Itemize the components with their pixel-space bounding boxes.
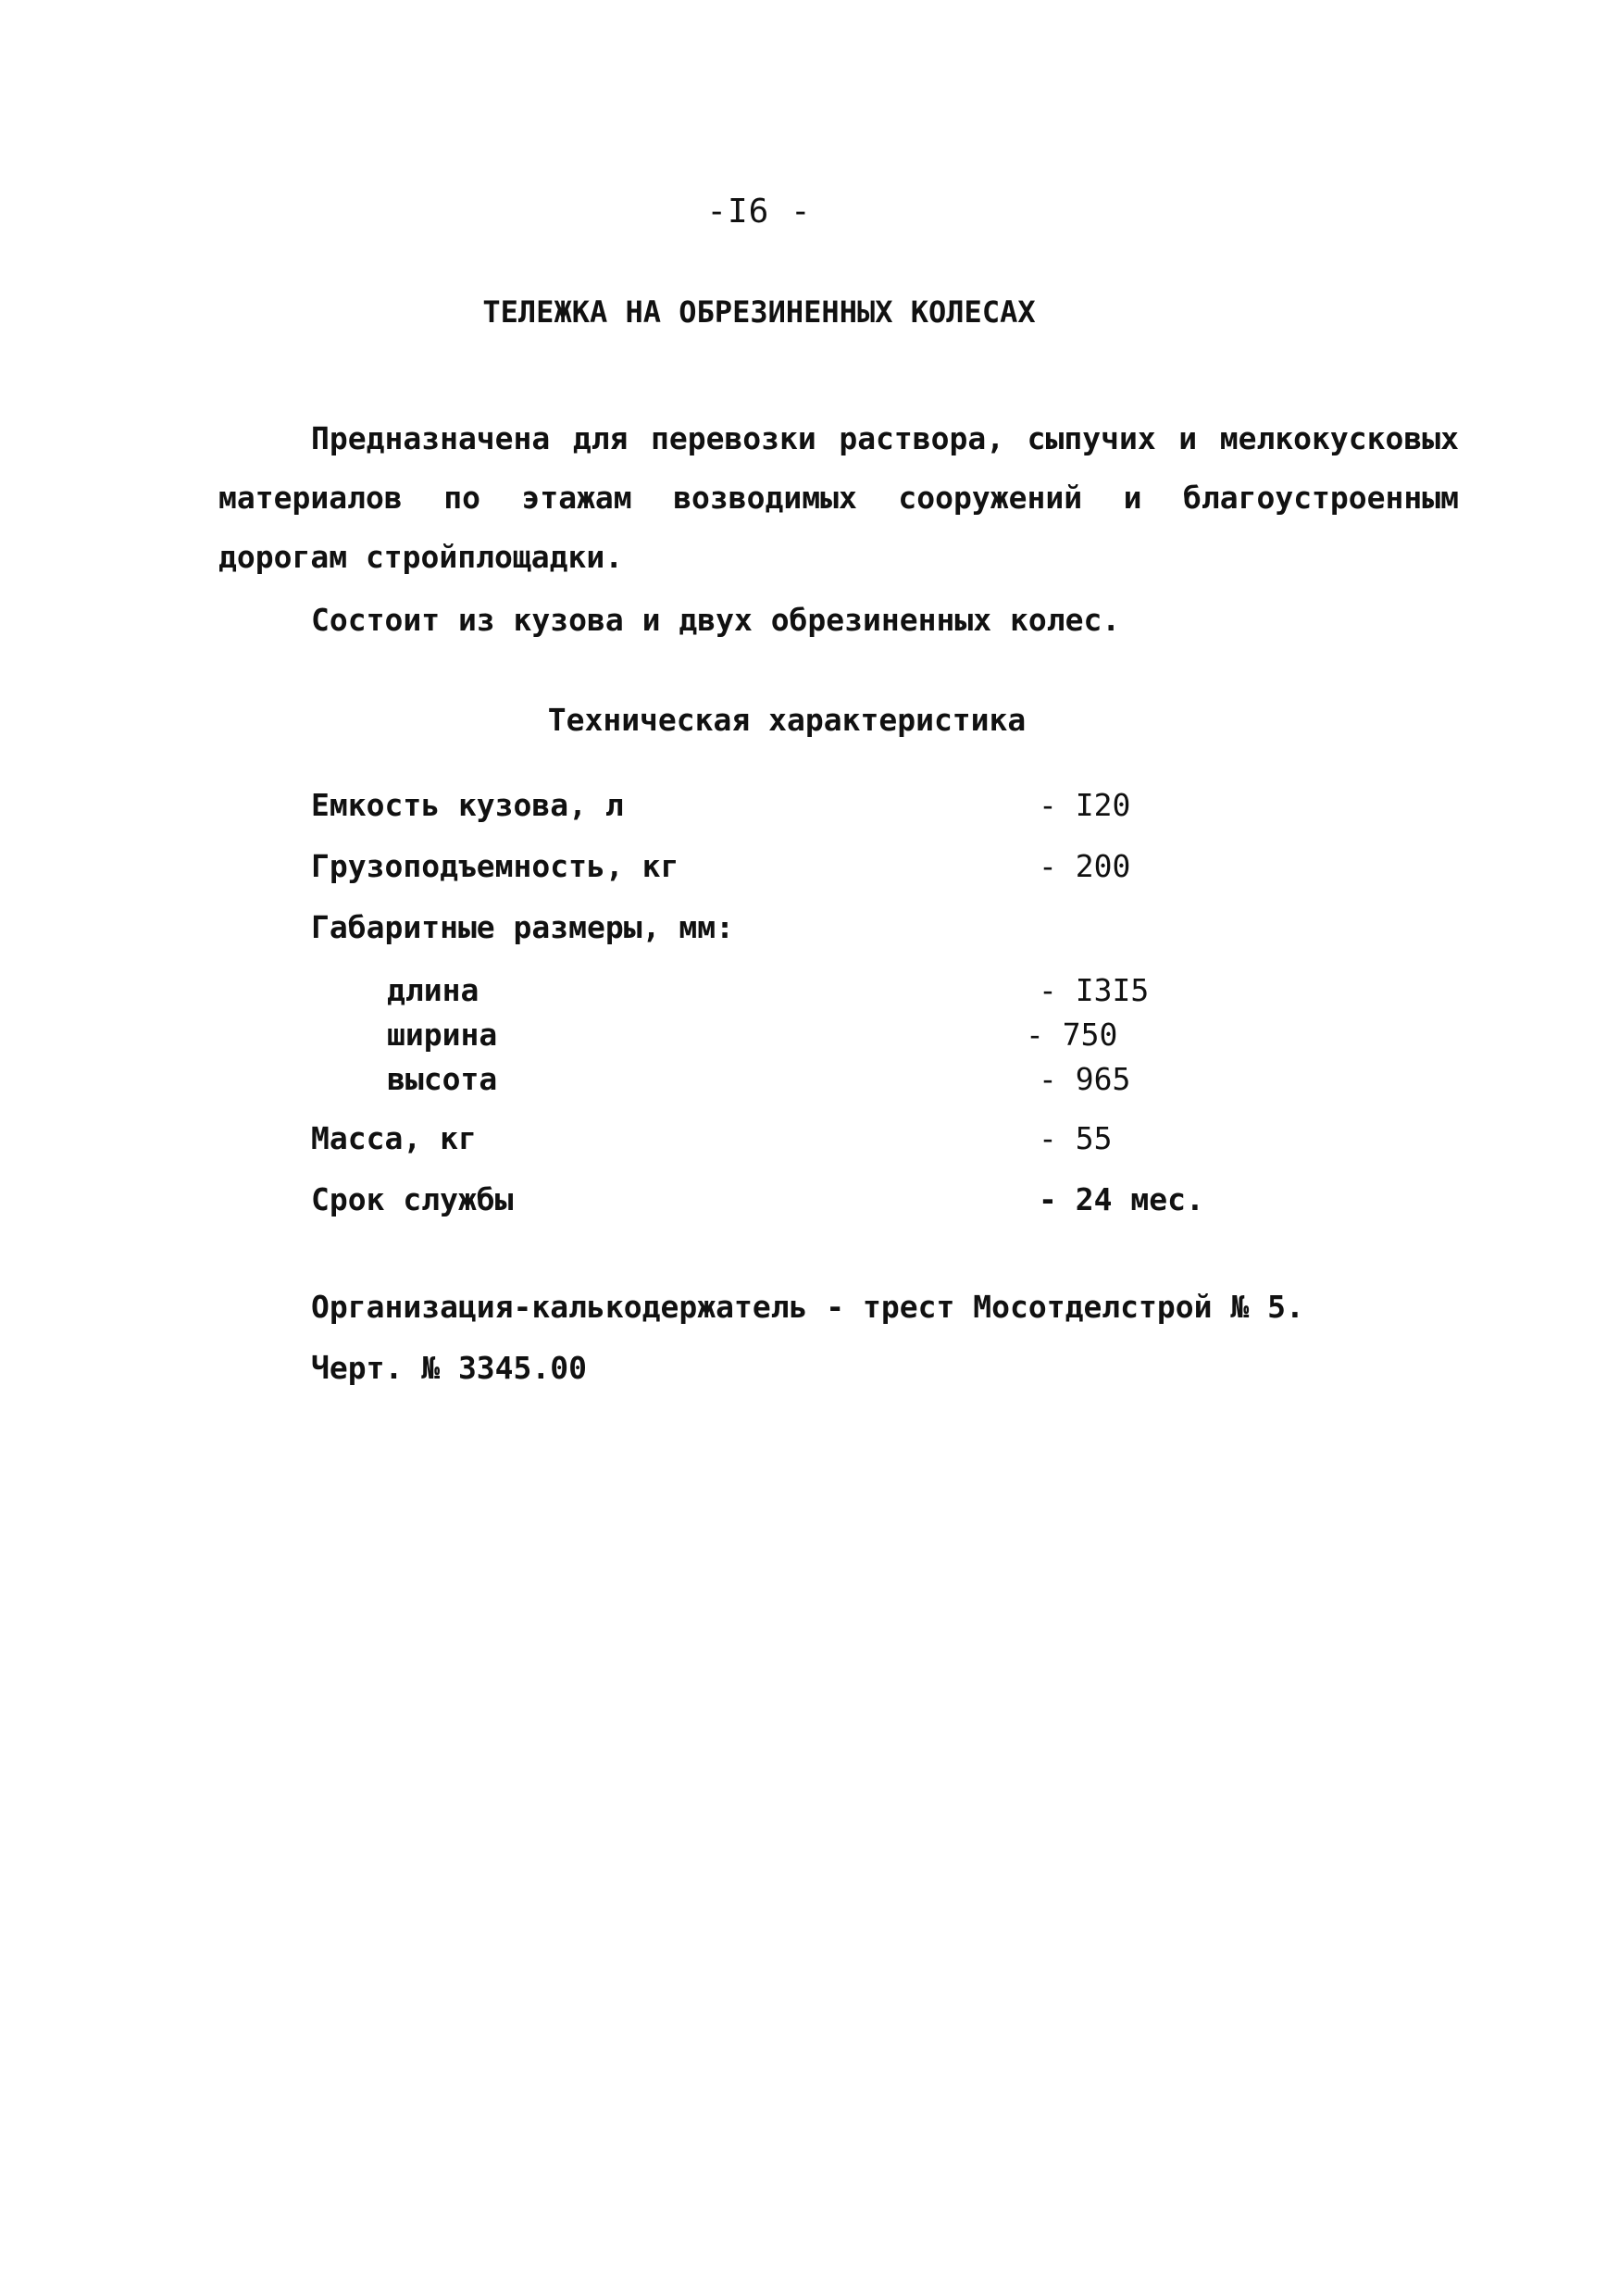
spec-label: Грузоподъемность, кг bbox=[311, 848, 679, 884]
spec-row-height bbox=[0, 1061, 1296, 1117]
spec-label: ширина bbox=[387, 1017, 498, 1053]
spec-row-mass bbox=[0, 1120, 1296, 1176]
document-title: ТЕЛЕЖКА НА ОБРЕЗИНЕННЫХ КОЛЕСАХ bbox=[482, 294, 1036, 330]
description-paragraph: Предназначена для перевозки раствора, сыпучих и мелкокусковых материалов по этажам возводимых сооружений и благоустроенным дорогам стройплощадки. bbox=[218, 420, 1459, 575]
spec-label: высота bbox=[387, 1061, 498, 1097]
spec-value: - I20 bbox=[1039, 787, 1131, 823]
spec-value: - 750 bbox=[1026, 1017, 1118, 1053]
spec-value: - 200 bbox=[1039, 848, 1131, 884]
page-number: -I6 - bbox=[706, 193, 812, 231]
spec-value: - I3I5 bbox=[1039, 972, 1150, 1008]
spec-label: Емкость кузова, л bbox=[311, 787, 624, 823]
spec-value: - 55 bbox=[1039, 1120, 1113, 1156]
spec-row-service-life bbox=[0, 1181, 1296, 1237]
spec-label: Масса, кг bbox=[311, 1120, 477, 1156]
spec-row-load bbox=[0, 848, 1296, 904]
spec-value: - 24 мес. bbox=[1039, 1181, 1204, 1217]
drawing-number: Черт. № 3345.00 bbox=[311, 1350, 588, 1386]
spec-row-dimensions bbox=[0, 909, 1296, 965]
spec-section-title: Техническая характеристика bbox=[547, 702, 1027, 738]
organization-line: Организация-калькодержатель - трест Мосотделстрой № 5. bbox=[311, 1289, 1304, 1325]
spec-row-capacity bbox=[0, 787, 1296, 842]
composition-paragraph: Состоит из кузова и двух обрезиненных колес. bbox=[311, 602, 1121, 638]
spec-label: длина bbox=[387, 972, 479, 1008]
spec-value: - 965 bbox=[1039, 1061, 1131, 1097]
spec-label: Срок службы bbox=[311, 1181, 514, 1217]
spec-label: Габаритные размеры, мм: bbox=[311, 909, 734, 945]
